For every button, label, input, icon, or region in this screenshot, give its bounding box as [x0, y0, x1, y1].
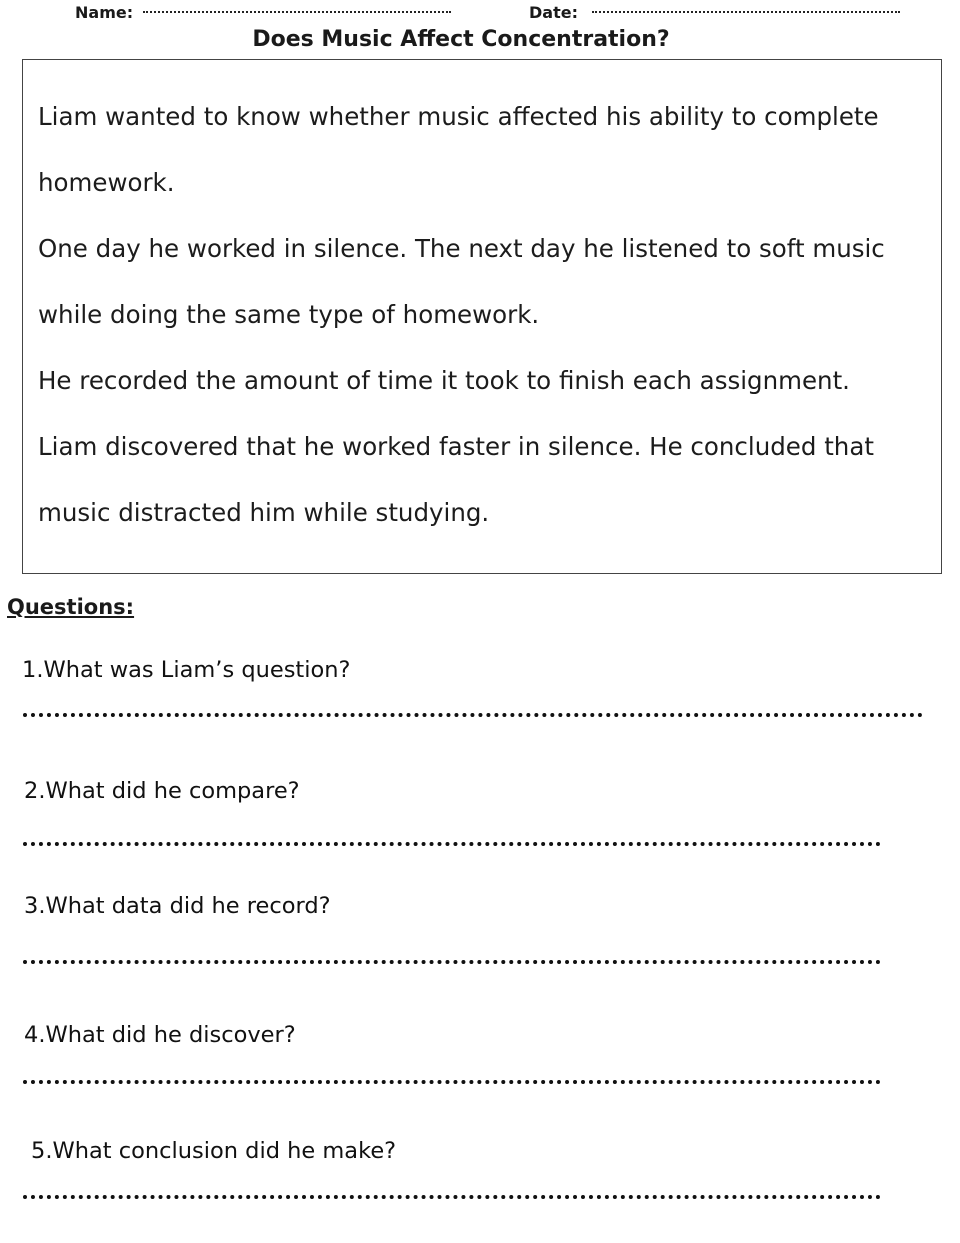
date-field-line[interactable] [592, 11, 900, 13]
questions-heading: Questions: [7, 595, 135, 619]
question-3: 3.What data did he record? [24, 893, 331, 919]
name-field-line[interactable] [143, 11, 451, 13]
date-label: Date: [529, 3, 578, 22]
passage-line: He recorded the amount of time it took to finish each assignment. [38, 366, 850, 395]
answer-line-1[interactable] [23, 713, 923, 717]
name-label: Name: [75, 3, 134, 22]
passage-line: homework. [38, 168, 175, 197]
question-4: 4.What did he discover? [24, 1022, 296, 1048]
passage-line: Liam discovered that he worked faster in silence. He concluded that [38, 432, 874, 461]
passage-line: One day he worked in silence. The next day he listened to soft music [38, 234, 885, 263]
answer-line-2[interactable] [23, 842, 881, 846]
passage-line: music distracted him while studying. [38, 498, 490, 527]
answer-line-4[interactable] [23, 1080, 881, 1084]
question-5: 5.What conclusion did he make? [31, 1138, 397, 1164]
question-1: 1.What was Liam’s question? [22, 657, 351, 683]
answer-line-5[interactable] [23, 1195, 881, 1199]
reading-passage-box [22, 59, 942, 574]
passage-line: while doing the same type of homework. [38, 300, 540, 329]
passage-line: Liam wanted to know whether music affected his ability to complete [38, 102, 879, 131]
answer-line-3[interactable] [23, 960, 881, 964]
page-title: Does Music Affect Concentration? [252, 27, 670, 52]
question-2: 2.What did he compare? [24, 778, 300, 804]
